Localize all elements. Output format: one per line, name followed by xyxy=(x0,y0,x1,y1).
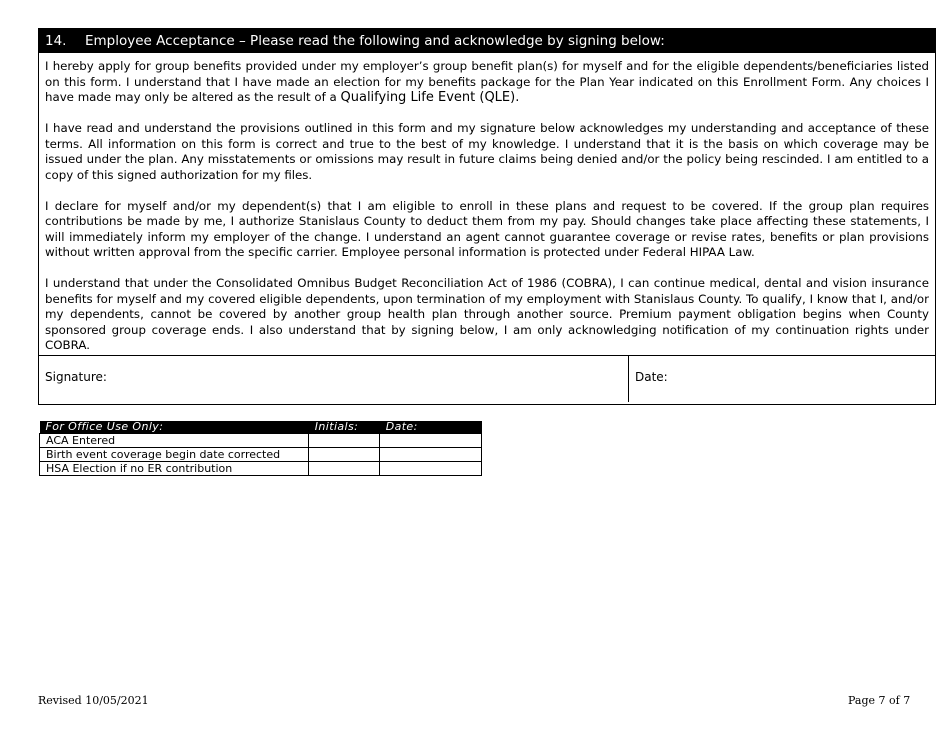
office-use-table xyxy=(39,421,482,476)
row-label: HSA Election if no ER contribution xyxy=(40,462,309,476)
paragraph-eligibility: I declare for myself and/or my dependent(s) that I am eligible to enroll in these plans and request to be covered. If the group plan requires contributions be made by me, I authorize Stanislaus County to deduct them from my pay. Should changes take place affecting these statements, I will immediately inform my employer of the change. I understand an agent cannot guarantee coverage or revise rates, benefits or plan provisions without written approval from the specific carrier. Employee personal information is protected under Federal HIPAA Law. xyxy=(45,198,929,259)
signature-field[interactable] xyxy=(39,356,629,402)
paragraph-benefits-application xyxy=(45,59,929,106)
qle-term: Qualifying Life Event (QLE). xyxy=(340,90,520,105)
paragraph-1-text: I hereby apply for group benefits provided under my employer’s group benefit plan(s) for myself and for the eligible dependents/beneficiaries listed on this form. I understand that I have made an election for my benefits package for the Plan Year indicated on this Enrollment Form. Any choices I have made may only be altered as the result of a xyxy=(45,59,929,104)
section-number: 14. xyxy=(45,33,67,49)
initials-cell[interactable] xyxy=(309,448,380,462)
date-cell[interactable] xyxy=(380,448,482,462)
acceptance-text xyxy=(39,53,935,356)
signature-label: Signature: xyxy=(45,370,107,384)
employee-acceptance-section xyxy=(38,28,936,405)
date-cell[interactable] xyxy=(380,434,482,448)
table-row xyxy=(40,462,482,476)
office-use-header: For Office Use Only: xyxy=(40,421,309,434)
section-header xyxy=(39,29,935,53)
paragraph-provisions: I have read and understand the provisions outlined in this form and my signature below acknowledges my understanding and acceptance of these terms. All information on this form is correct and true to the best of my knowledge. I understand that it is the basis on which coverage may be issued under the plan. Any misstatements or omissions may result in future claims being denied and/or the policy being rescinded. I am entitled to a copy of this signed authorization for my files. xyxy=(45,121,929,182)
table-row xyxy=(40,434,482,448)
revision-date: Revised 10/05/2021 xyxy=(38,694,149,707)
initials-cell[interactable] xyxy=(309,434,380,448)
initials-header: Initials: xyxy=(309,421,380,434)
section-title: Employee Acceptance – Please read the following and acknowledge by signing below: xyxy=(85,33,665,49)
row-label: ACA Entered xyxy=(40,434,309,448)
date-label: Date: xyxy=(635,370,668,384)
signature-row xyxy=(39,356,935,402)
initials-cell[interactable] xyxy=(309,462,380,476)
row-label: Birth event coverage begin date corrected xyxy=(40,448,309,462)
paragraph-cobra: I understand that under the Consolidated Omnibus Budget Reconciliation Act of 1986 (COBRA), I can continue medical, dental and vision insurance benefits for myself and my covered eligible dependents, upon termination of my employment with Stanislaus County. To qualify, I know that I, and/or my dependents, cannot be covered by another group health plan through another source. Premium payment obligation begins when County sponsored group coverage ends. I also understand that by signing below, I am only acknowledging notification of my continuation rights under COBRA. xyxy=(45,276,929,352)
table-row xyxy=(40,448,482,462)
date-cell[interactable] xyxy=(380,462,482,476)
office-header-row xyxy=(40,421,482,434)
date-field[interactable] xyxy=(629,356,935,402)
page-number: Page 7 of 7 xyxy=(848,694,911,707)
date-header: Date: xyxy=(380,421,482,434)
